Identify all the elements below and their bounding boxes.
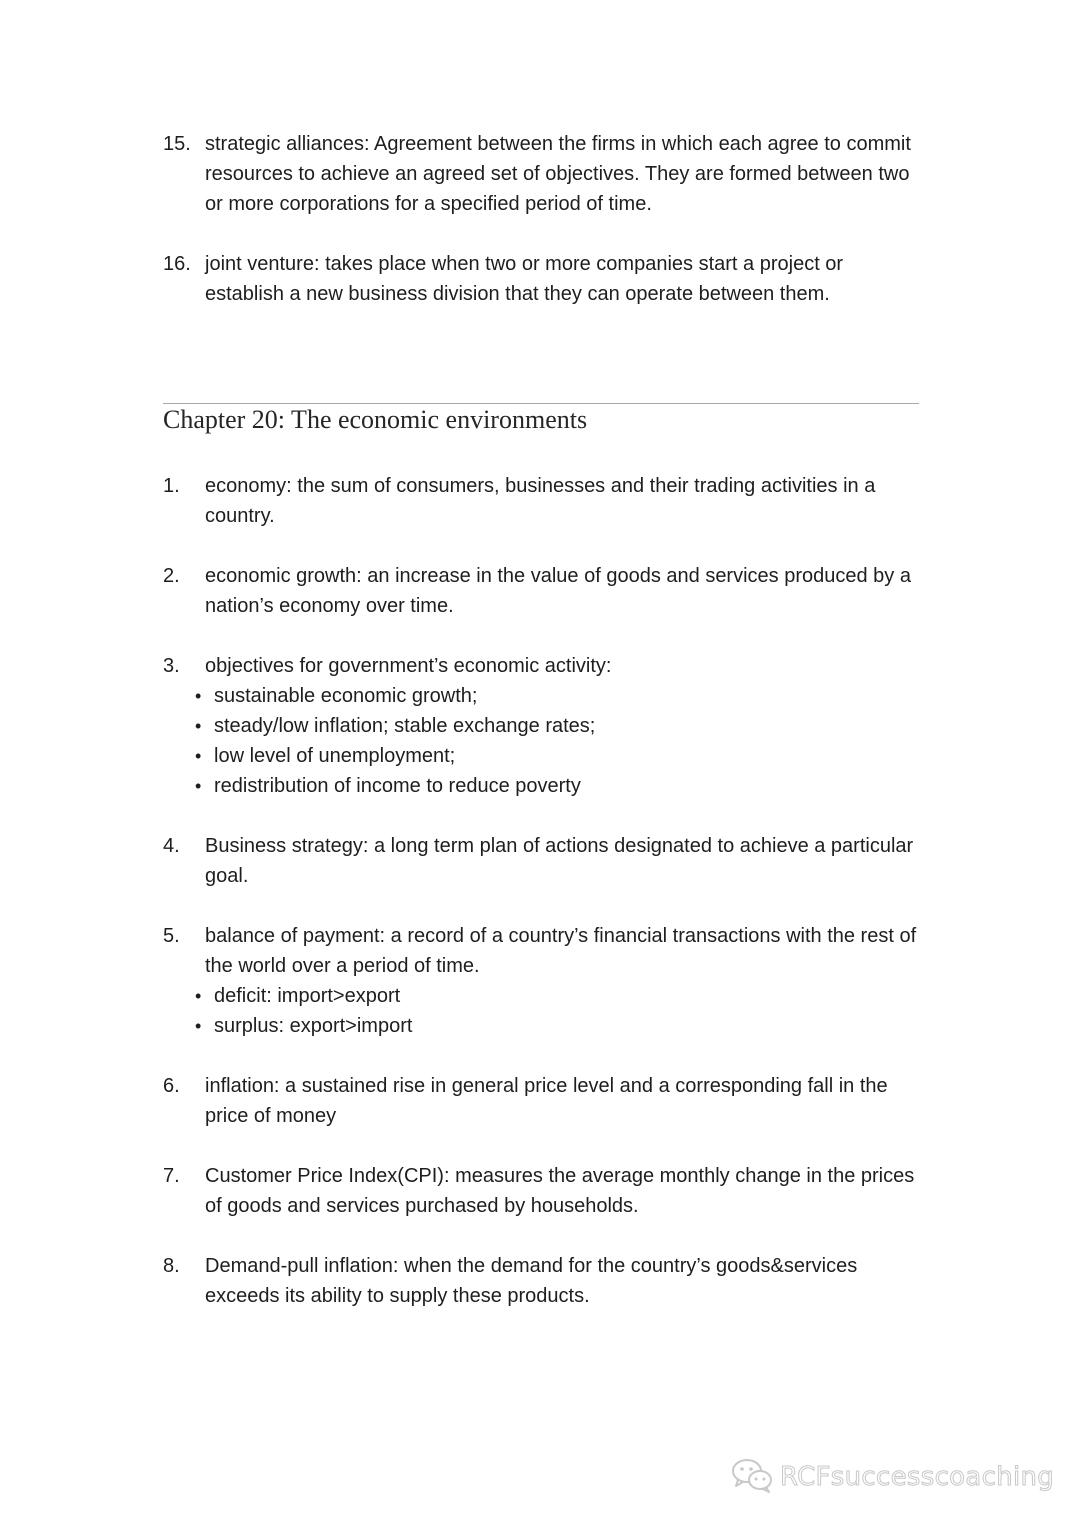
list-item: [163, 1071, 923, 1131]
item-number: 6.: [163, 1075, 180, 1097]
list-item: [163, 651, 923, 801]
list-item: [163, 129, 923, 219]
item-text: economy: the sum of consumers, businesses and their trading activities in a country.: [205, 475, 876, 527]
item-number: 16.: [163, 253, 191, 275]
bullet-list: [195, 981, 923, 1041]
item-text: Business strategy: a long term plan of actions designated to achieve a particular goal.: [205, 835, 914, 887]
bullet-text: sustainable economic growth;: [214, 685, 478, 707]
item-number: 8.: [163, 1255, 180, 1277]
watermark-text: RCFsuccesscoaching: [780, 1462, 1055, 1492]
item-number: 1.: [163, 475, 180, 497]
bullet-item: [195, 981, 923, 1011]
bullet-icon: •: [195, 1016, 202, 1036]
bullet-text: surplus: export>import: [214, 1015, 413, 1037]
bullet-text: deficit: import>export: [214, 985, 401, 1007]
list-item: [163, 561, 923, 621]
list-item: [163, 921, 923, 1041]
bullet-icon: •: [195, 716, 202, 736]
item-text: balance of payment: a record of a country’s financial transactions with the rest of the world over a period of time.: [205, 925, 917, 977]
item-text: economic growth: an increase in the value of goods and services produced by a nation’s economy over time.: [205, 565, 911, 617]
wechat-icon: [730, 1456, 780, 1499]
item-text: strategic alliances: Agreement between the firms in which each agree to commit resources to achieve an agreed set of objectives. They are formed between two or more corporations for a specified period of time.: [205, 133, 911, 215]
bullet-item: [195, 741, 923, 771]
item-text: inflation: a sustained rise in general price level and a corresponding fall in the price of money: [205, 1075, 888, 1127]
chapter-title: Chapter 20: The economic environments: [163, 405, 588, 434]
bullet-text: steady/low inflation; stable exchange rates;: [214, 715, 596, 737]
item-number: 5.: [163, 925, 180, 947]
item-number: 4.: [163, 835, 180, 857]
item-text: Demand-pull inflation: when the demand for the country’s goods&services exceeds its ability to supply these products.: [205, 1255, 858, 1307]
list-item: [163, 1251, 923, 1311]
bullet-icon: •: [195, 776, 202, 796]
list-item: [163, 249, 923, 309]
bullet-item: [195, 711, 923, 741]
bullet-item: [195, 1011, 923, 1041]
item-text: Customer Price Index(CPI): measures the average monthly change in the prices of goods and services purchased by households.: [205, 1165, 915, 1217]
bullet-icon: •: [195, 986, 202, 1006]
item-number: 2.: [163, 565, 180, 587]
bullet-icon: •: [195, 686, 202, 706]
watermark: [730, 1457, 1054, 1497]
list-item: [163, 831, 923, 891]
bullet-item: [195, 771, 923, 801]
item-number: 3.: [163, 655, 180, 677]
item-number: 15.: [163, 133, 191, 155]
list-item: [163, 1161, 923, 1221]
list-item: [163, 471, 923, 531]
item-text: joint venture: takes place when two or more companies start a project or establish a new business division that they can operate between them.: [205, 253, 844, 305]
bullet-icon: •: [195, 746, 202, 766]
bullet-item: [195, 681, 923, 711]
bullet-list: [195, 681, 923, 801]
item-text: objectives for government’s economic activity:: [205, 655, 612, 677]
bullet-text: redistribution of income to reduce poverty: [214, 775, 581, 797]
item-number: 7.: [163, 1165, 180, 1187]
bullet-text: low level of unemployment;: [214, 745, 456, 767]
